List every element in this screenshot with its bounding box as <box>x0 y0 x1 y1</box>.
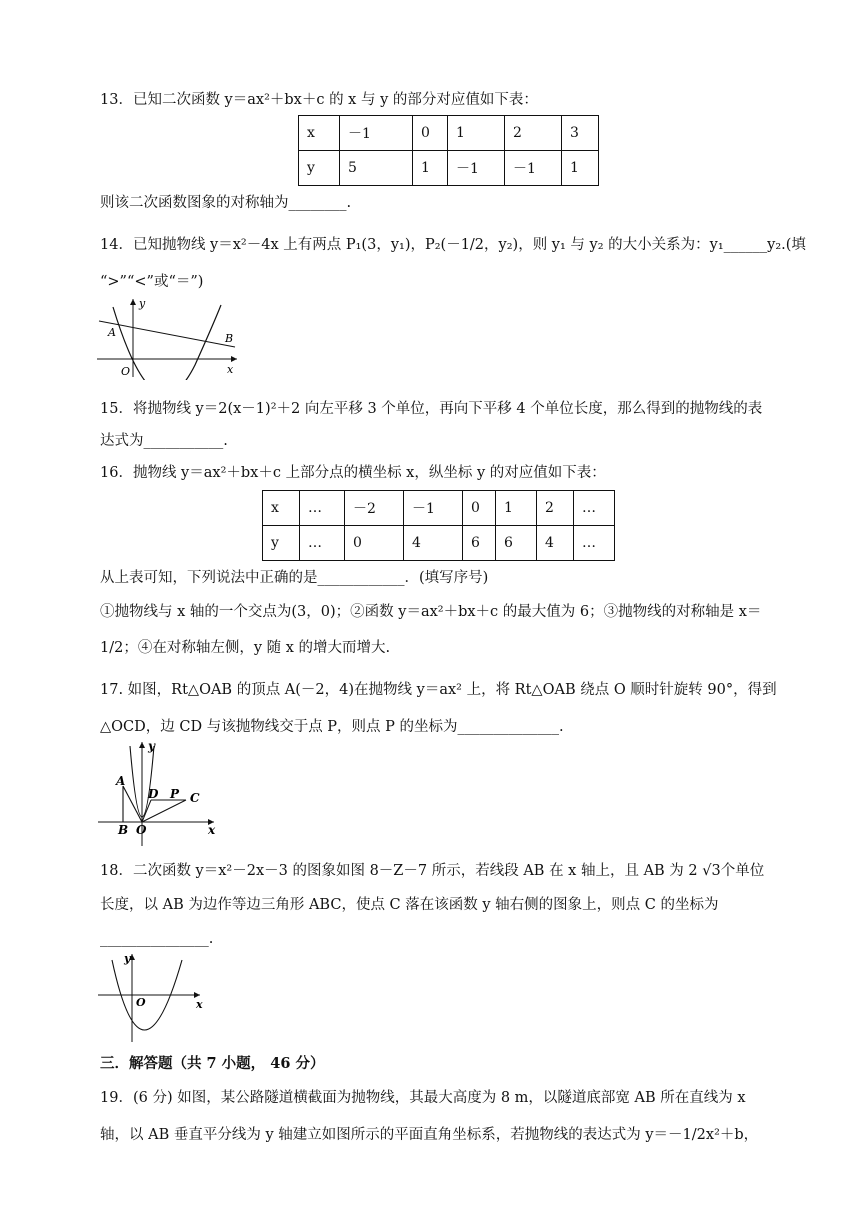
table-row <box>263 526 615 561</box>
table-cell: 1 <box>413 151 448 186</box>
q19-line2: 轴，以 AB 垂直平分线为 y 轴建立如图所示的平面直角坐标系，若抛物线的表达式为 y＝－1/2x²＋b， <box>100 1127 759 1143</box>
fig-label: y <box>148 739 155 753</box>
fig-label: O <box>136 996 146 1009</box>
table-cell: 2 <box>537 491 574 526</box>
fig-label: y <box>124 952 131 965</box>
table-row <box>299 151 599 186</box>
fig-label: B <box>225 332 234 345</box>
table-cell: －1 <box>505 151 562 186</box>
fig-label: x <box>227 363 234 376</box>
table-row <box>299 116 599 151</box>
q18-line2: 长度，以 AB 为边作等边三角形 ABC，使点 C 落在该函数 y 轴右侧的图象上，则点 C 的坐标为 <box>100 897 719 913</box>
fig-label: D <box>148 787 159 801</box>
q18-figure <box>96 950 208 1046</box>
table-cell: 0 <box>345 526 404 561</box>
table-cell: … <box>300 491 345 526</box>
table-cell: －1 <box>448 151 505 186</box>
fig-label: O <box>121 365 131 378</box>
table-cell: －1 <box>340 116 413 151</box>
q14-line1: 14．已知抛物线 y＝x²－4x 上有两点 P₁(3，y₁)，P₂(－1/2，y₂)，则 y₁ 与 y₂ 的大小关系为：y₁______y₂.(填 <box>100 237 806 253</box>
table-cell: y <box>263 526 300 561</box>
q13-tail: 则该二次函数图象的对称轴为________. <box>100 195 352 211</box>
fig-label: y <box>139 297 146 310</box>
table-cell: 6 <box>463 526 496 561</box>
table-cell: 1 <box>562 151 599 186</box>
q16-opt2: 1/2；④在对称轴左侧，y 随 x 的增大而增大. <box>100 640 391 656</box>
table-cell: －1 <box>404 491 463 526</box>
fig-label: B <box>118 823 129 837</box>
q16-text: 16．抛物线 y＝ax²＋bx＋c 上部分点的横坐标 x，纵坐标 y 的对应值如下表： <box>100 465 606 481</box>
table-cell: 1 <box>496 491 537 526</box>
table-cell: 4 <box>404 526 463 561</box>
q18-line3: _______________. <box>100 931 214 947</box>
q16-ask: 从上表可知，下列说法中正确的是____________．(填写序号) <box>100 570 489 586</box>
q15-line1: 15．将抛物线 y＝2(x－1)²＋2 向左平移 3 个单位，再向下平移 4 个单位长度，那么得到的抛物线的表 <box>100 401 763 417</box>
q17-line1: 17. 如图，Rt△OAB 的顶点 A(－2，4)在抛物线 y＝ax² 上，将 Rt△OAB 绕点 O 顺时针旋转 90°，得到 <box>100 682 777 698</box>
fig-label: A <box>108 326 116 339</box>
fig-label: O <box>136 823 147 837</box>
q13-table <box>298 115 599 186</box>
q14-line2: “>”“<”或“＝”) <box>100 274 204 290</box>
table-cell: 5 <box>340 151 413 186</box>
section-heading: 三．解答题（共 7 小题， 46 分） <box>100 1055 325 1072</box>
table-cell: 3 <box>562 116 599 151</box>
table-cell: x <box>263 491 300 526</box>
table-cell: 0 <box>463 491 496 526</box>
table-cell: … <box>574 526 615 561</box>
table-cell: … <box>300 526 345 561</box>
table-cell: 1 <box>448 116 505 151</box>
table-cell: －2 <box>345 491 404 526</box>
q15-line2: 达式为___________. <box>100 433 228 449</box>
fig-label: P <box>170 787 180 801</box>
q19-line1: 19．(6 分) 如图，某公路隧道横截面为抛物线，其最大高度为 8 m，以隧道底部宽 AB 所在直线为 x <box>100 1090 746 1106</box>
table-cell: 4 <box>537 526 574 561</box>
table-cell: 6 <box>496 526 537 561</box>
table-cell: … <box>574 491 615 526</box>
table-cell: 0 <box>413 116 448 151</box>
fig-label: x <box>196 998 203 1011</box>
table-row <box>263 491 615 526</box>
q16-table <box>262 490 615 561</box>
table-cell: 2 <box>505 116 562 151</box>
fig-label: x <box>208 823 216 837</box>
q17-line2: △OCD，边 CD 与该抛物线交于点 P，则点 P 的坐标为______________. <box>100 719 564 735</box>
q14-figure <box>95 295 245 380</box>
q16-opt1: ①抛物线与 x 轴的一个交点为(3，0)；②函数 y＝ax²＋bx＋c 的最大值为 6；③抛物线的对称轴是 x＝ <box>100 604 762 620</box>
q13-text: 13．已知二次函数 y＝ax²＋bx＋c 的 x 与 y 的部分对应值如下表： <box>100 92 538 108</box>
table-cell: x <box>299 116 340 151</box>
fig-label: A <box>116 774 126 788</box>
fig-label: C <box>190 791 200 805</box>
q17-figure <box>96 738 226 850</box>
table-cell: y <box>299 151 340 186</box>
q18-line1: 18．二次函数 y＝x²－2x－3 的图象如图 8－Z－7 所示，若线段 AB 在 x 轴上，且 AB 为 2 √3个单位 <box>100 863 765 879</box>
